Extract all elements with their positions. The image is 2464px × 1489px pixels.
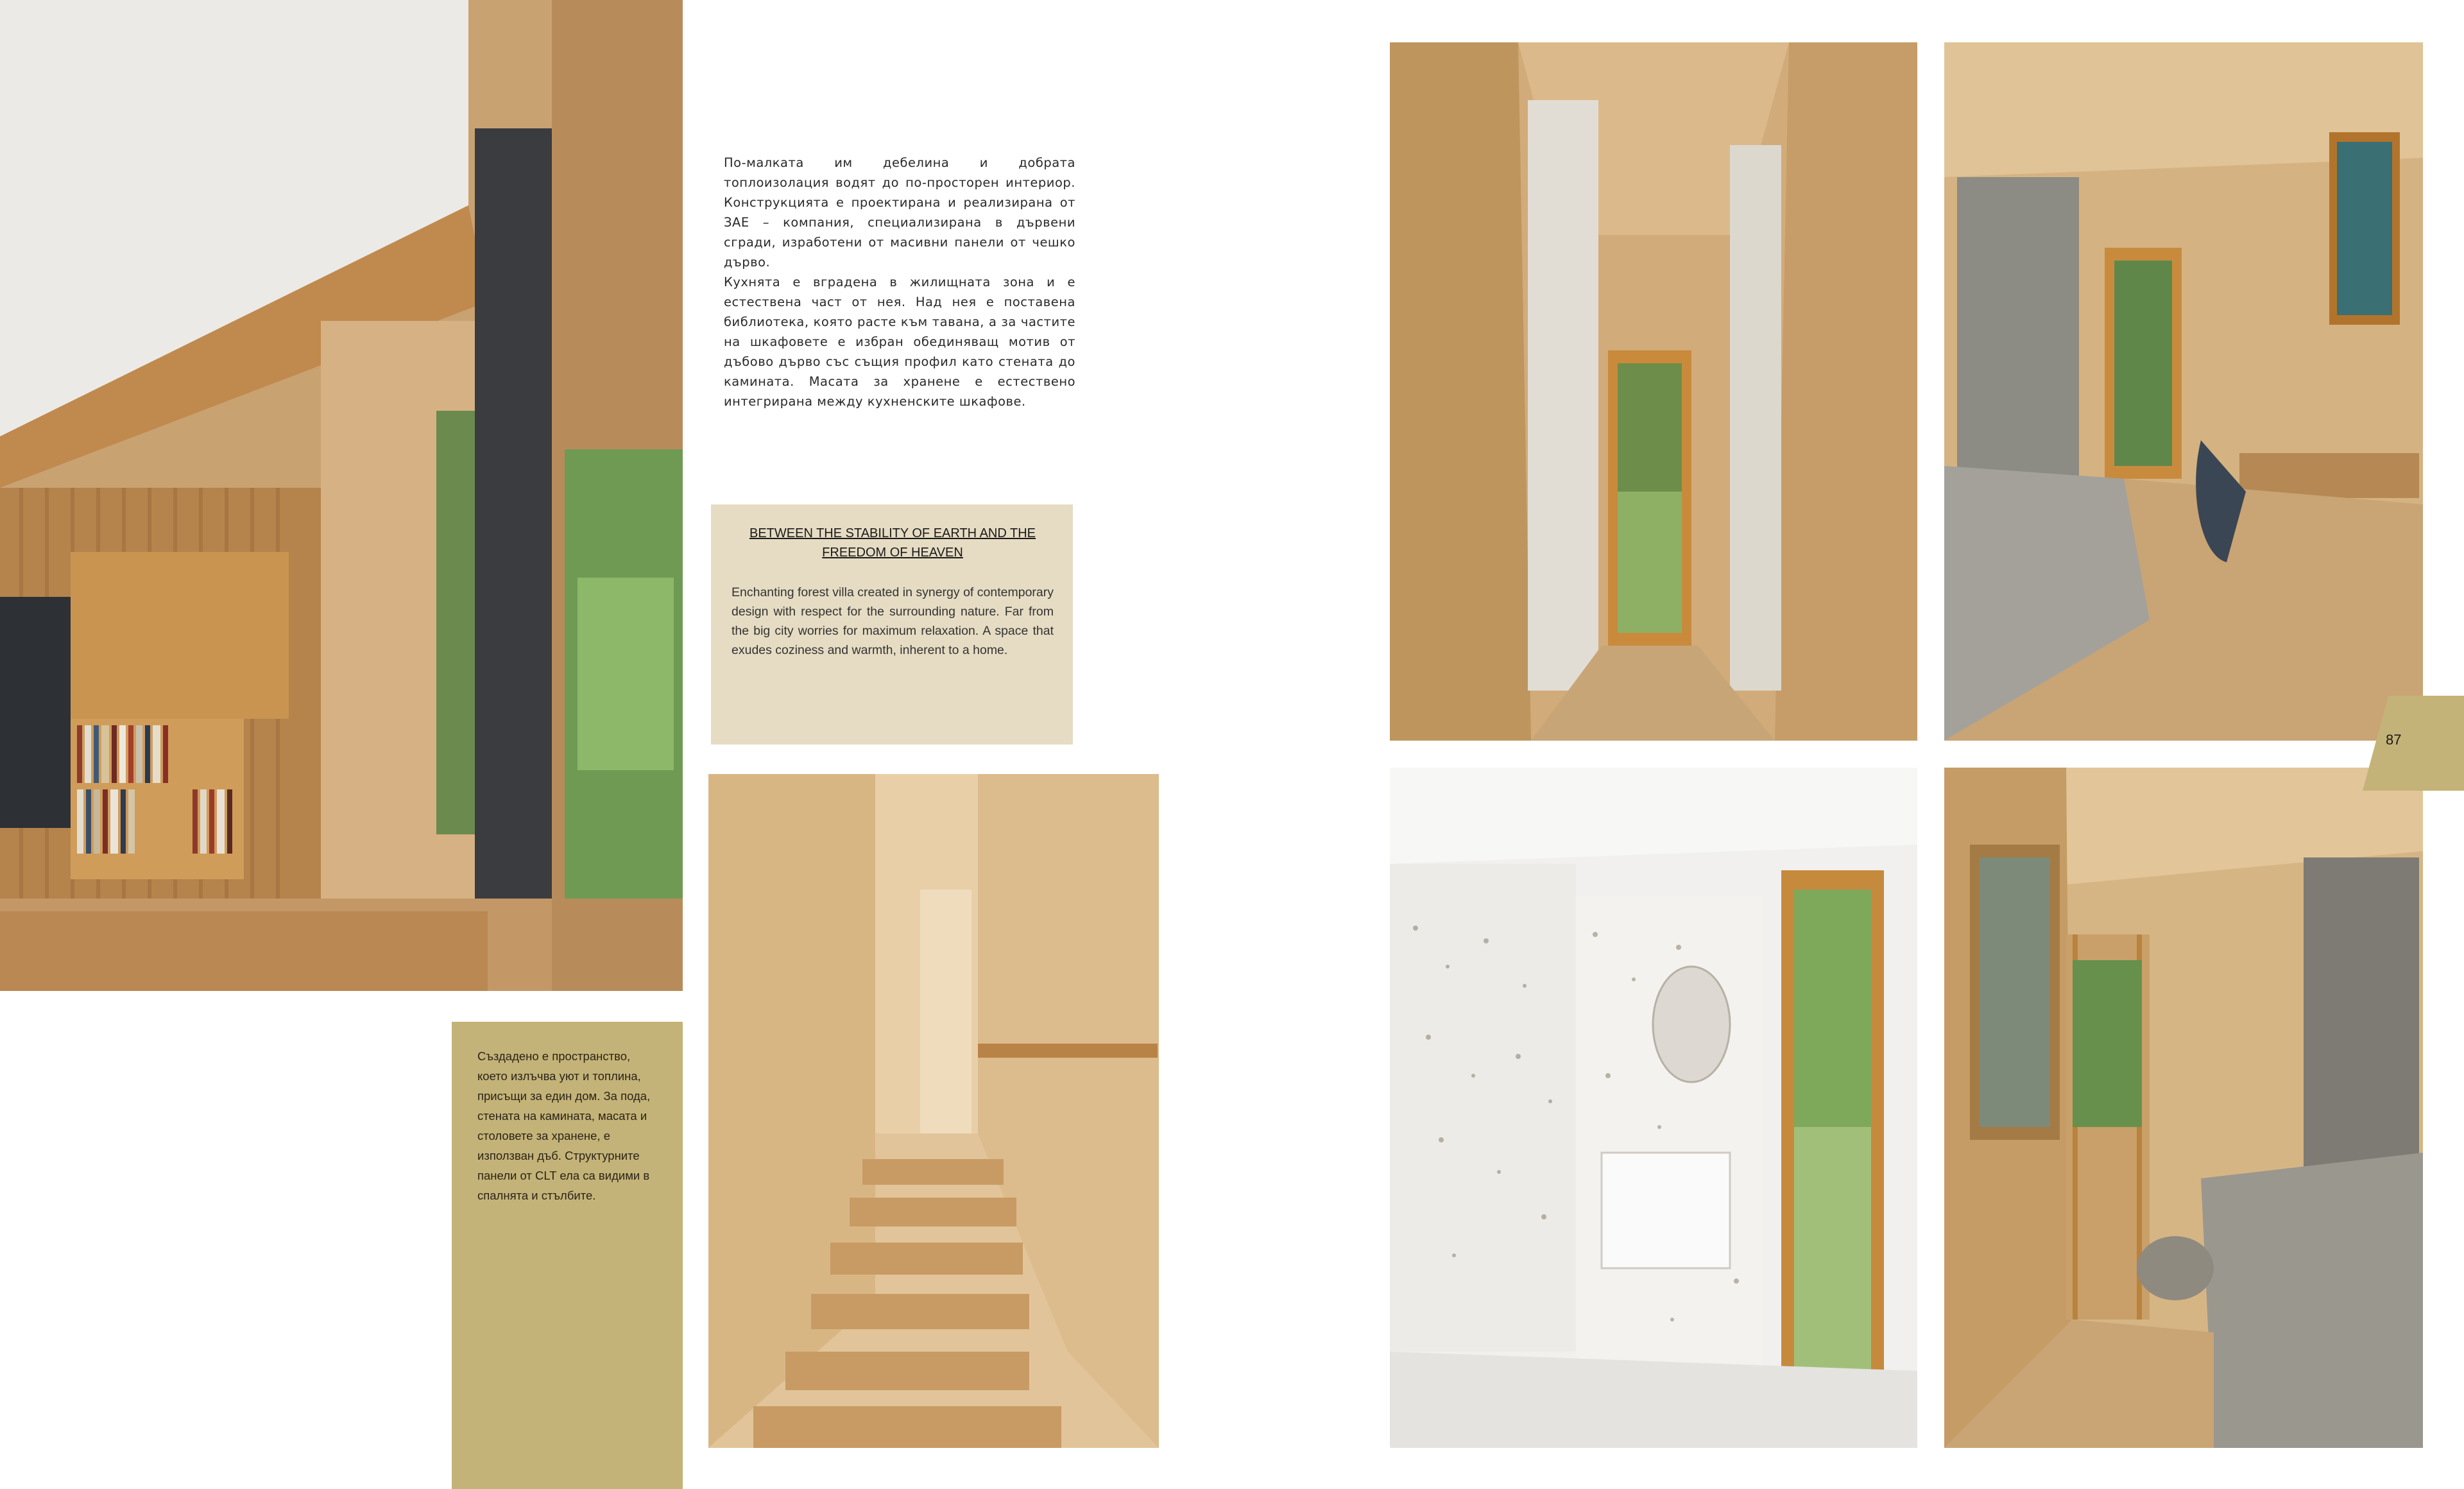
body-paragraph-2: Кухнята е вградена в жилищната зона и е естествена част от нея. Над нея е поставена библиотека, която расте към тавана, а за частите на шкафовете е избран обединяващ мотив от дъбово дърво със същия профил като стената до камината. Масата за хранене е естествено интегрирана между кухненските шкафове. bbox=[724, 275, 1075, 409]
photo-bedroom-pouf bbox=[1944, 768, 2423, 1448]
english-intro-box bbox=[711, 504, 1073, 744]
body-text-bulgarian bbox=[724, 153, 1075, 411]
english-intro-title: BETWEEN THE STABILITY OF EARTH AND THE FREEDOM OF HEAVEN bbox=[749, 526, 1036, 560]
page-number: 87 bbox=[2386, 732, 2402, 748]
photo-bathroom bbox=[1390, 768, 1917, 1448]
body-paragraph-1: По-малката им дебелина и добрата топлоизолация водят до по-просторен интериор. Конструкцията е проектирана и реализирана от ЗАЕ – компания, специализирана в дървени сгради, изработени от масивни панели от чешко дърво. bbox=[724, 155, 1075, 270]
photo-bedroom-desk bbox=[1944, 42, 2423, 741]
page-number-tab bbox=[2363, 696, 2464, 791]
photo-staircase bbox=[708, 774, 1159, 1448]
caption-text: Създадено е пространство, което излъчва уют и топлина, присъщи за един дом. За пода, стената на камината, масата и столовете за хранене, е използван дъб. Структурните панели от CLT ела са видими в спалнята и стълбите. bbox=[477, 1049, 651, 1202]
photo-hallway bbox=[1390, 42, 1917, 741]
english-intro-body: Enchanting forest villa created in synergy of contemporary design with respect for the surrounding nature. Far from the big city worries for maximum relaxation. A space that exudes coziness and warmth, inherent to a home. bbox=[732, 585, 1054, 657]
caption-box bbox=[452, 1022, 683, 1489]
photo-living-room bbox=[0, 0, 683, 991]
